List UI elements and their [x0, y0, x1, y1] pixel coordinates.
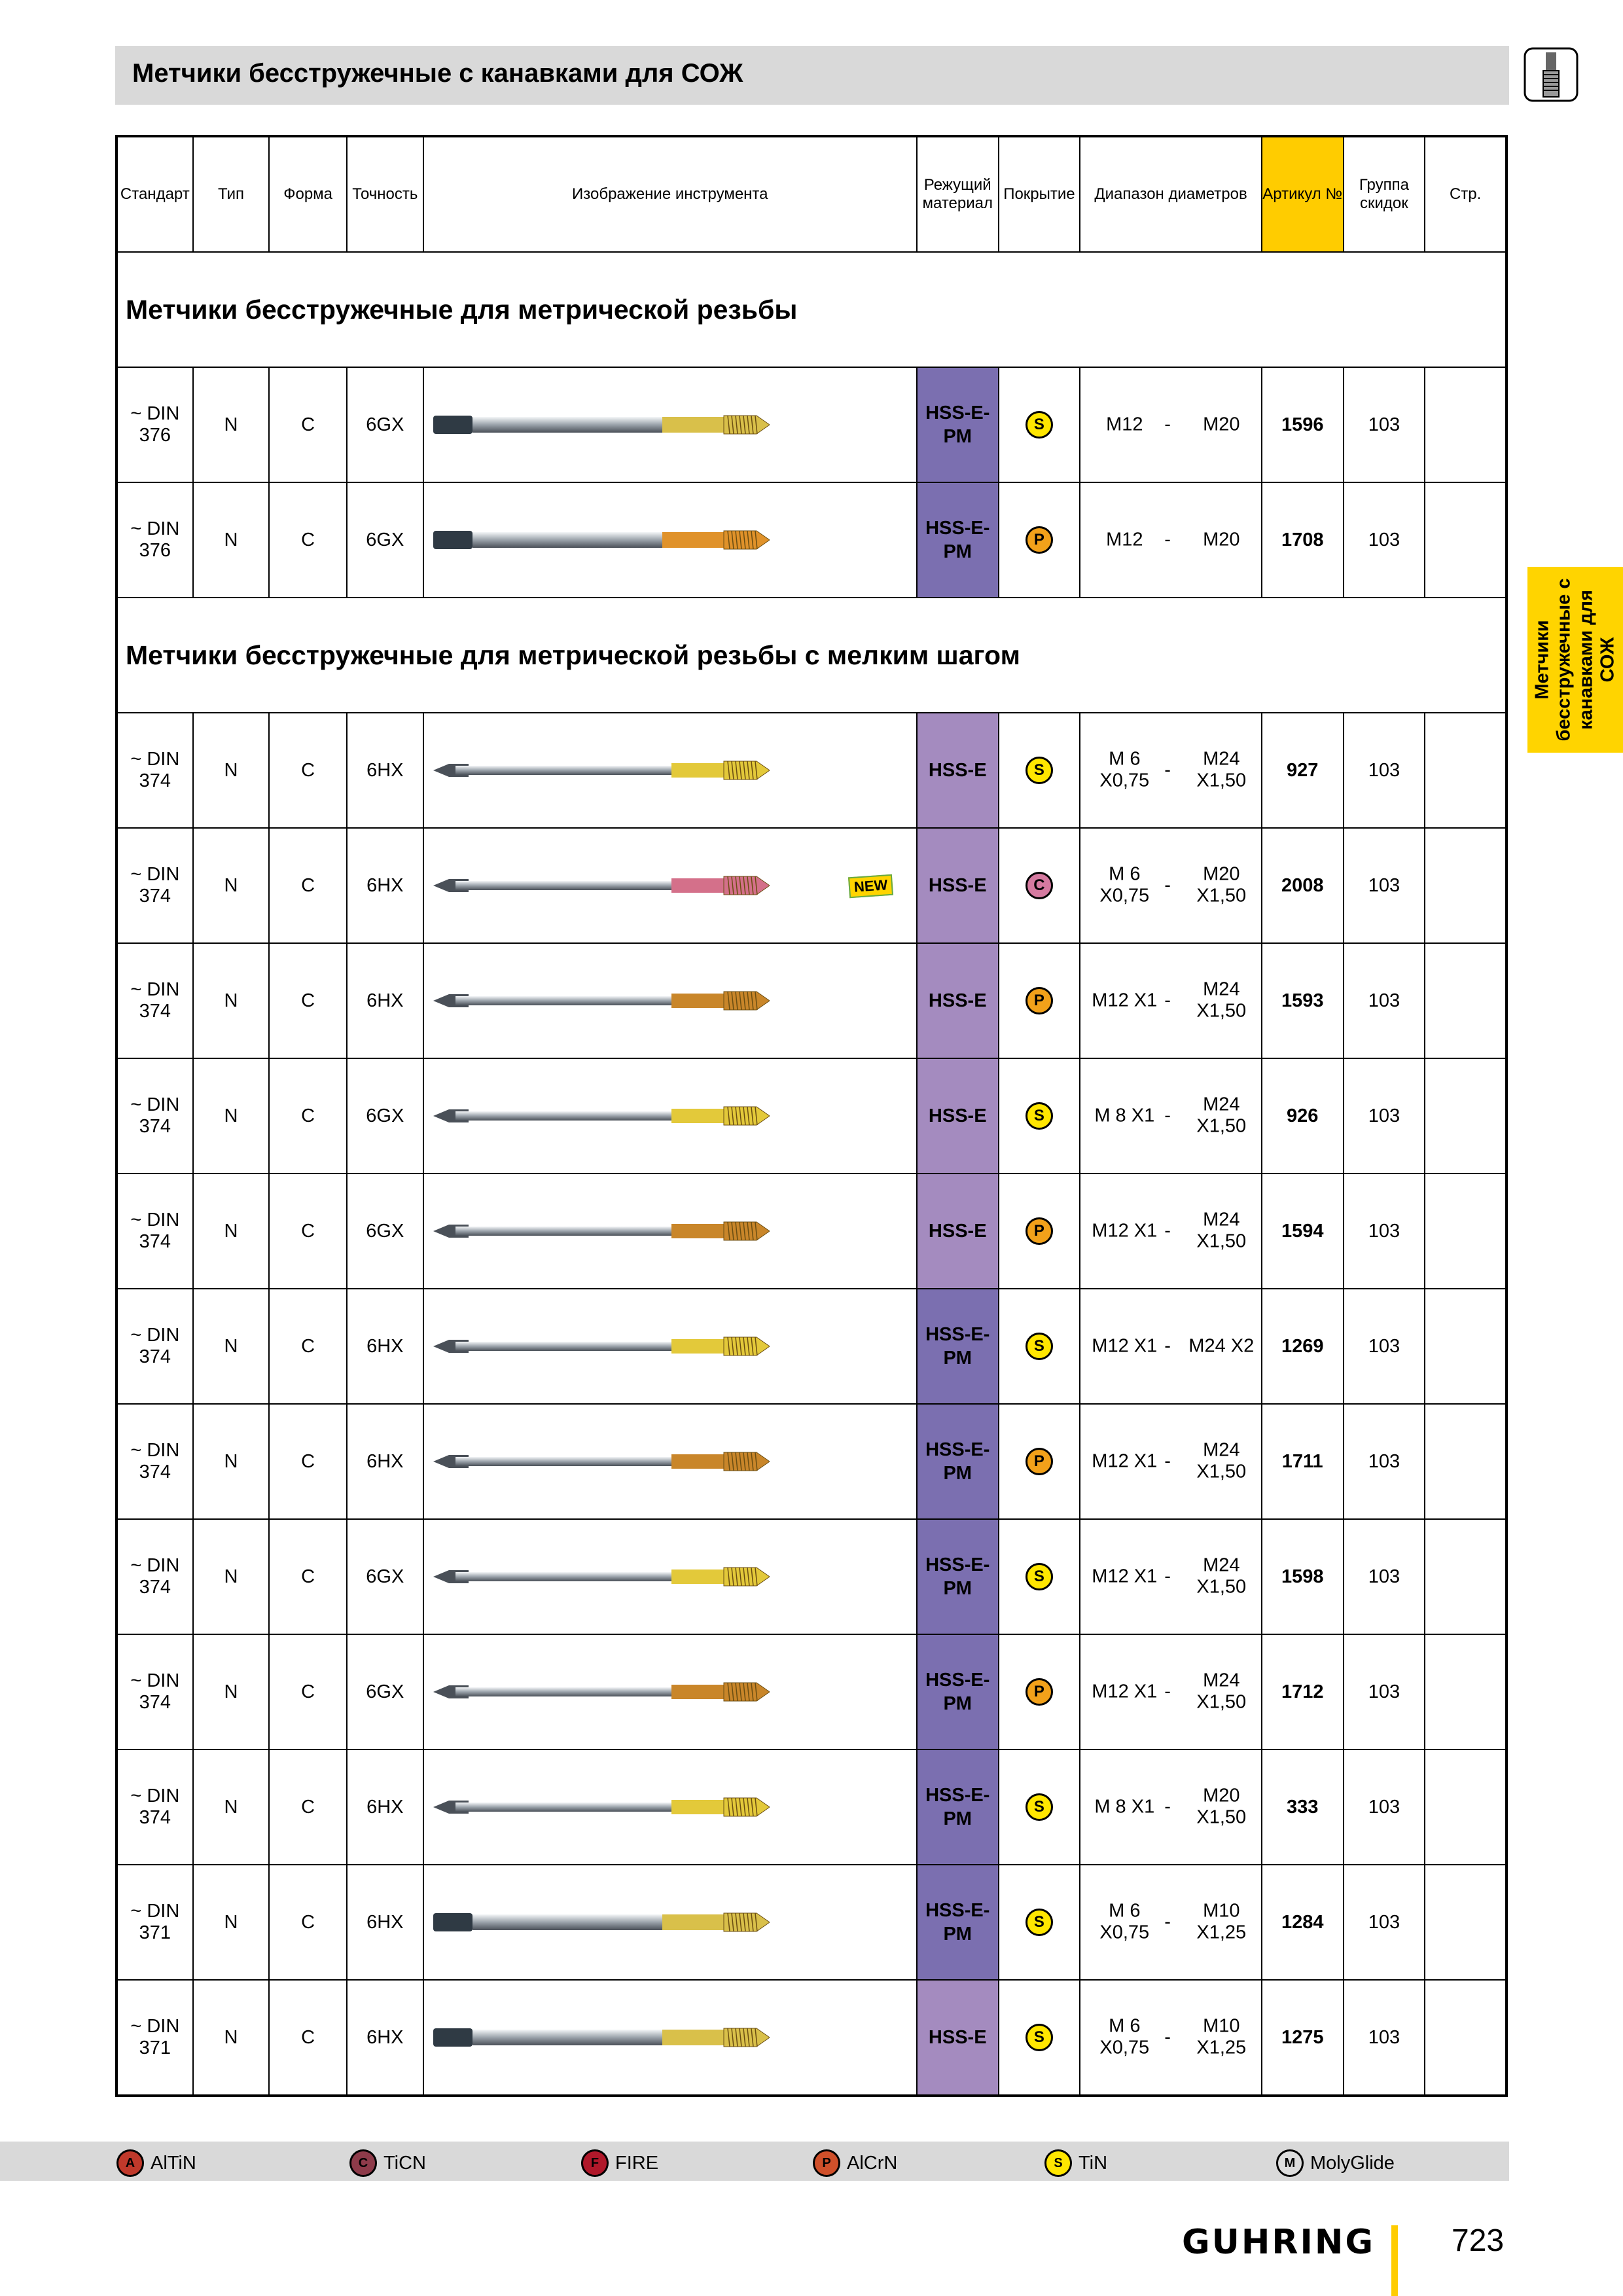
form-cell: C [269, 367, 347, 482]
range-to: M10 X1,25 [1196, 1900, 1247, 1943]
product-table [115, 135, 1508, 2097]
coating-icon: S [1026, 411, 1053, 439]
tool-image-cell [423, 482, 917, 598]
material-cell: HSS-E [917, 943, 999, 1058]
footer-divider [1391, 2225, 1398, 2296]
coating-cell [999, 1634, 1080, 1749]
discount-group-cell: 103 [1344, 1058, 1425, 1174]
form-cell: C [269, 1174, 347, 1289]
range-separator: - [1164, 1105, 1171, 1126]
page-ref-cell [1425, 1058, 1507, 1174]
table-row [116, 943, 1507, 1058]
tolerance-cell: 6HX [347, 943, 423, 1058]
diameter-range-cell [1080, 1058, 1262, 1174]
type-cell: N [193, 1749, 270, 1865]
coating-cell [999, 1980, 1080, 2096]
article-number-cell: 1708 [1262, 482, 1344, 598]
legend-label: TiN [1079, 2152, 1108, 2174]
coating-icon: P [1026, 1678, 1053, 1706]
tap-tool-icon [429, 1551, 770, 1603]
coating-icon: M [1276, 2149, 1304, 2177]
diameter-range-cell [1080, 1404, 1262, 1519]
diameter-range-cell [1080, 1865, 1262, 1980]
tool-image-cell [423, 1749, 917, 1865]
discount-group-cell: 103 [1344, 1404, 1425, 1519]
page-ref-cell [1425, 713, 1507, 828]
col-tolerance: Точность [347, 136, 423, 252]
material-cell: HSS-E-PM [917, 1634, 999, 1749]
type-cell: N [193, 713, 270, 828]
article-number-cell: 1269 [1262, 1289, 1344, 1404]
range-to: M24 X1,50 [1196, 1439, 1247, 1482]
page-number: 723 [1452, 2223, 1505, 2258]
article-number-cell: 333 [1262, 1749, 1344, 1865]
material-cell: HSS-E [917, 1980, 999, 2096]
coating-cell [999, 1519, 1080, 1634]
table-row [116, 713, 1507, 828]
coating-icon: P [1026, 526, 1053, 554]
range-to: M24 X1,50 [1196, 978, 1247, 1022]
legend-item [1044, 2149, 1107, 2177]
material-cell: HSS-E-PM [917, 482, 999, 598]
page-ref-cell [1425, 482, 1507, 598]
col-article: Артикул № [1262, 136, 1344, 252]
tool-image-cell [423, 1174, 917, 1289]
coating-icon: S [1026, 1333, 1053, 1360]
legend-item [1276, 2149, 1395, 2177]
table-row [116, 1289, 1507, 1404]
tolerance-cell: 6HX [347, 1980, 423, 2096]
page-ref-cell [1425, 1404, 1507, 1519]
diameter-range-cell [1080, 1289, 1262, 1404]
material-cell: HSS-E-PM [917, 367, 999, 482]
col-discount: Группа скидок [1344, 136, 1425, 252]
type-cell: N [193, 828, 270, 943]
page-ref-cell [1425, 1980, 1507, 2096]
range-separator: - [1164, 1335, 1171, 1357]
range-separator: - [1164, 990, 1171, 1011]
page-ref-cell [1425, 367, 1507, 482]
form-cell: C [269, 482, 347, 598]
range-from: M12 X1 [1092, 1450, 1158, 1472]
form-cell: C [269, 828, 347, 943]
range-from: M12 [1106, 414, 1143, 435]
article-number-cell: 1593 [1262, 943, 1344, 1058]
type-cell: N [193, 1980, 270, 2096]
discount-group-cell: 103 [1344, 367, 1425, 482]
legend-label: AlCrN [847, 2152, 898, 2174]
standard-cell: ~ DIN 374 [116, 828, 193, 943]
standard-cell: ~ DIN 374 [116, 1289, 193, 1404]
type-cell: N [193, 1404, 270, 1519]
range-separator: - [1164, 1220, 1171, 1242]
tolerance-cell: 6HX [347, 828, 423, 943]
tool-image-cell [423, 367, 917, 482]
range-from: M12 X1 [1092, 1335, 1158, 1357]
table-row [116, 1749, 1507, 1865]
page-title: Метчики бесстружечные с канавками для СОЖ [132, 59, 743, 88]
col-form: Форма [269, 136, 347, 252]
side-tab [1527, 567, 1623, 753]
range-from: M 6 X0,75 [1099, 1900, 1150, 1943]
col-type: Тип [193, 136, 270, 252]
form-cell: C [269, 1519, 347, 1634]
coating-icon: S [1026, 1909, 1053, 1936]
type-cell: N [193, 1865, 270, 1980]
table-row [116, 1404, 1507, 1519]
tolerance-cell: 6HX [347, 1865, 423, 1980]
diameter-range-cell [1080, 1519, 1262, 1634]
coating-cell [999, 1749, 1080, 1865]
page-ref-cell [1425, 828, 1507, 943]
material-cell: HSS-E [917, 713, 999, 828]
page-ref-cell [1425, 1174, 1507, 1289]
standard-cell: ~ DIN 376 [116, 482, 193, 598]
page-ref-cell [1425, 943, 1507, 1058]
coating-icon: P [813, 2149, 840, 2177]
article-number-cell: 2008 [1262, 828, 1344, 943]
diameter-range-cell [1080, 1749, 1262, 1865]
type-cell: N [193, 367, 270, 482]
coating-icon: S [1026, 1102, 1053, 1130]
table-row [116, 1174, 1507, 1289]
standard-cell: ~ DIN 374 [116, 1404, 193, 1519]
discount-group-cell: 103 [1344, 1865, 1425, 1980]
tolerance-cell: 6GX [347, 482, 423, 598]
type-cell: N [193, 1519, 270, 1634]
coating-icon: S [1026, 2024, 1053, 2051]
form-cell: C [269, 1404, 347, 1519]
coating-icon: S [1026, 1793, 1053, 1821]
table-row [116, 1865, 1507, 1980]
range-to: M20 X1,50 [1196, 863, 1247, 906]
type-cell: N [193, 1634, 270, 1749]
type-cell: N [193, 482, 270, 598]
tap-tool-icon [429, 1896, 770, 1948]
tolerance-cell: 6GX [347, 1174, 423, 1289]
material-cell: HSS-E-PM [917, 1404, 999, 1519]
range-to: M24 X2 [1188, 1335, 1255, 1357]
range-to: M24 X1,50 [1196, 1670, 1247, 1713]
range-to: M20 [1203, 414, 1240, 435]
material-cell: HSS-E-PM [917, 1865, 999, 1980]
tap-tool-icon [429, 1781, 770, 1833]
standard-cell: ~ DIN 374 [116, 1519, 193, 1634]
tap-tool-icon [429, 1435, 770, 1488]
tool-image-cell [423, 1289, 917, 1404]
diameter-range-cell [1080, 367, 1262, 482]
col-material: Режущий материал [917, 136, 999, 252]
form-cell: C [269, 1865, 347, 1980]
legend-label: FIRE [615, 2152, 659, 2174]
tap-tool-icon [429, 975, 770, 1027]
brand-logo: GUHRING [1182, 2223, 1376, 2262]
page-ref-cell [1425, 1865, 1507, 1980]
page-ref-cell [1425, 1519, 1507, 1634]
material-cell: HSS-E [917, 828, 999, 943]
range-to: M10 X1,25 [1196, 2015, 1247, 2058]
diameter-range-cell [1080, 828, 1262, 943]
legend-label: AlTiN [151, 2152, 196, 2174]
range-from: M 6 X0,75 [1099, 863, 1150, 906]
range-from: M 6 X0,75 [1099, 2015, 1150, 2058]
range-separator: - [1164, 1681, 1171, 1702]
tap-tool-icon [429, 399, 770, 451]
article-number-cell: 1711 [1262, 1404, 1344, 1519]
diameter-range-cell [1080, 482, 1262, 598]
tool-image-cell [423, 1634, 917, 1749]
tap-tool-icon [429, 744, 770, 797]
type-cell: N [193, 943, 270, 1058]
discount-group-cell: 103 [1344, 1980, 1425, 2096]
standard-cell: ~ DIN 374 [116, 943, 193, 1058]
range-from: M12 X1 [1092, 1681, 1158, 1702]
col-range: Диапазон диаметров [1080, 136, 1262, 252]
tap-tool-icon [429, 859, 770, 912]
tool-image-cell [423, 1519, 917, 1634]
page-ref-cell [1425, 1634, 1507, 1749]
discount-group-cell: 103 [1344, 1174, 1425, 1289]
form-cell: C [269, 1634, 347, 1749]
legend-item [813, 2149, 897, 2177]
standard-cell: ~ DIN 374 [116, 713, 193, 828]
article-number-cell: 1712 [1262, 1634, 1344, 1749]
diameter-range-cell [1080, 1980, 1262, 2096]
tolerance-cell: 6GX [347, 1519, 423, 1634]
page-ref-cell [1425, 1749, 1507, 1865]
diameter-range-cell [1080, 1174, 1262, 1289]
table-row [116, 1058, 1507, 1174]
legend-item [581, 2149, 658, 2177]
tolerance-cell: 6GX [347, 1058, 423, 1174]
legend-label: MolyGlide [1310, 2152, 1395, 2174]
article-number-cell: 1598 [1262, 1519, 1344, 1634]
discount-group-cell: 103 [1344, 943, 1425, 1058]
range-separator: - [1164, 529, 1171, 550]
tap-tool-icon [429, 514, 770, 566]
tap-tool-icon [429, 2011, 770, 2064]
tool-image-cell [423, 828, 917, 943]
tool-image-cell [423, 1058, 917, 1174]
table-row [116, 1519, 1507, 1634]
tolerance-cell: 6HX [347, 1404, 423, 1519]
section-title: Метчики бесстружечные для метрической резьбы с мелким шагом [116, 598, 1507, 713]
type-cell: N [193, 1058, 270, 1174]
standard-cell: ~ DIN 374 [116, 1058, 193, 1174]
range-to: M24 X1,50 [1196, 1209, 1247, 1252]
material-cell: HSS-E-PM [917, 1519, 999, 1634]
table-row [116, 1980, 1507, 2096]
page-ref-cell [1425, 1289, 1507, 1404]
coating-cell [999, 367, 1080, 482]
range-from: M 8 X1 [1094, 1796, 1155, 1818]
coating-icon: S [1026, 1563, 1053, 1590]
range-to: M24 X1,50 [1196, 1094, 1247, 1137]
diameter-range-cell [1080, 713, 1262, 828]
range-separator: - [1164, 414, 1171, 435]
article-number-cell: 927 [1262, 713, 1344, 828]
discount-group-cell: 103 [1344, 828, 1425, 943]
tolerance-cell: 6GX [347, 1634, 423, 1749]
coating-cell [999, 1058, 1080, 1174]
tolerance-cell: 6GX [347, 367, 423, 482]
form-cell: C [269, 1980, 347, 2096]
range-to: M24 X1,50 [1196, 1554, 1247, 1598]
section-header [116, 598, 1507, 713]
section-title: Метчики бесстружечные для метрической резьбы [116, 252, 1507, 367]
standard-cell: ~ DIN 371 [116, 1980, 193, 2096]
range-separator: - [1164, 1566, 1171, 1587]
tap-icon [1522, 46, 1580, 103]
coating-icon: F [581, 2149, 609, 2177]
col-coating: Покрытие [999, 136, 1080, 252]
legend-item [349, 2149, 426, 2177]
col-standard: Стандарт [116, 136, 193, 252]
table-header [116, 136, 1507, 252]
tool-image-cell [423, 713, 917, 828]
tap-tool-icon [429, 1666, 770, 1718]
discount-group-cell: 103 [1344, 482, 1425, 598]
tap-tool-icon [429, 1090, 770, 1142]
discount-group-cell: 103 [1344, 1749, 1425, 1865]
coating-icon: P [1026, 987, 1053, 1014]
coating-cell [999, 1289, 1080, 1404]
form-cell: C [269, 1749, 347, 1865]
coating-cell [999, 828, 1080, 943]
tool-image-cell [423, 1404, 917, 1519]
form-cell: C [269, 943, 347, 1058]
form-cell: C [269, 713, 347, 828]
tool-image-cell [423, 1865, 917, 1980]
form-cell: C [269, 1058, 347, 1174]
tolerance-cell: 6HX [347, 713, 423, 828]
range-separator: - [1164, 874, 1171, 896]
tap-tool-icon [429, 1320, 770, 1372]
standard-cell: ~ DIN 376 [116, 367, 193, 482]
col-image: Изображение инструмента [423, 136, 917, 252]
range-from: M 8 X1 [1094, 1105, 1155, 1126]
article-number-cell: 1594 [1262, 1174, 1344, 1289]
range-separator: - [1164, 759, 1171, 781]
coating-icon: S [1026, 757, 1053, 784]
range-separator: - [1164, 1450, 1171, 1472]
material-cell: HSS-E-PM [917, 1289, 999, 1404]
side-tab-label: Метчики бесстружечные с канавками для СОЖ [1531, 578, 1618, 742]
tap-tool-icon [429, 1205, 770, 1257]
tolerance-cell: 6HX [347, 1289, 423, 1404]
article-number-cell: 1284 [1262, 1865, 1344, 1980]
coating-icon: P [1026, 1448, 1053, 1475]
type-cell: N [193, 1174, 270, 1289]
legend-label: TiCN [383, 2152, 426, 2174]
range-from: M12 [1106, 529, 1143, 550]
discount-group-cell: 103 [1344, 1519, 1425, 1634]
coating-icon: C [349, 2149, 377, 2177]
tool-image-cell [423, 943, 917, 1058]
header-bar [115, 46, 1509, 105]
table-row [116, 1634, 1507, 1749]
coating-cell [999, 1865, 1080, 1980]
discount-group-cell: 103 [1344, 1634, 1425, 1749]
range-from: M12 X1 [1092, 1566, 1158, 1587]
coating-cell [999, 713, 1080, 828]
type-cell: N [193, 1289, 270, 1404]
material-cell: HSS-E-PM [917, 1749, 999, 1865]
coating-icon: P [1026, 1217, 1053, 1245]
standard-cell: ~ DIN 374 [116, 1174, 193, 1289]
diameter-range-cell [1080, 943, 1262, 1058]
standard-cell: ~ DIN 374 [116, 1749, 193, 1865]
tool-image-cell [423, 1980, 917, 2096]
range-to: M24 X1,50 [1196, 748, 1247, 791]
coating-icon: C [1026, 872, 1053, 899]
range-from: M12 X1 [1092, 990, 1158, 1011]
standard-cell: ~ DIN 371 [116, 1865, 193, 1980]
table-row [116, 482, 1507, 598]
range-separator: - [1164, 1796, 1171, 1818]
coating-cell [999, 1174, 1080, 1289]
coating-icon: A [116, 2149, 144, 2177]
legend-item [116, 2149, 196, 2177]
coating-cell [999, 943, 1080, 1058]
diameter-range-cell [1080, 1634, 1262, 1749]
range-separator: - [1164, 1911, 1171, 1933]
article-number-cell: 926 [1262, 1058, 1344, 1174]
article-number-cell: 1596 [1262, 367, 1344, 482]
coating-cell [999, 482, 1080, 598]
standard-cell: ~ DIN 374 [116, 1634, 193, 1749]
coating-legend [0, 2142, 1509, 2181]
form-cell: C [269, 1289, 347, 1404]
table-row [116, 828, 1507, 943]
coating-icon: S [1044, 2149, 1072, 2177]
range-from: M 6 X0,75 [1099, 748, 1150, 791]
coating-cell [999, 1404, 1080, 1519]
material-cell: HSS-E [917, 1174, 999, 1289]
tolerance-cell: 6HX [347, 1749, 423, 1865]
range-from: M12 X1 [1092, 1220, 1158, 1242]
range-separator: - [1164, 2026, 1171, 2048]
discount-group-cell: 103 [1344, 713, 1425, 828]
range-to: M20 X1,50 [1196, 1785, 1247, 1828]
material-cell: HSS-E [917, 1058, 999, 1174]
col-page: Стр. [1425, 136, 1507, 252]
table-row [116, 367, 1507, 482]
range-to: M20 [1203, 529, 1240, 550]
discount-group-cell: 103 [1344, 1289, 1425, 1404]
section-header [116, 252, 1507, 367]
new-badge: NEW [848, 874, 893, 899]
article-number-cell: 1275 [1262, 1980, 1344, 2096]
